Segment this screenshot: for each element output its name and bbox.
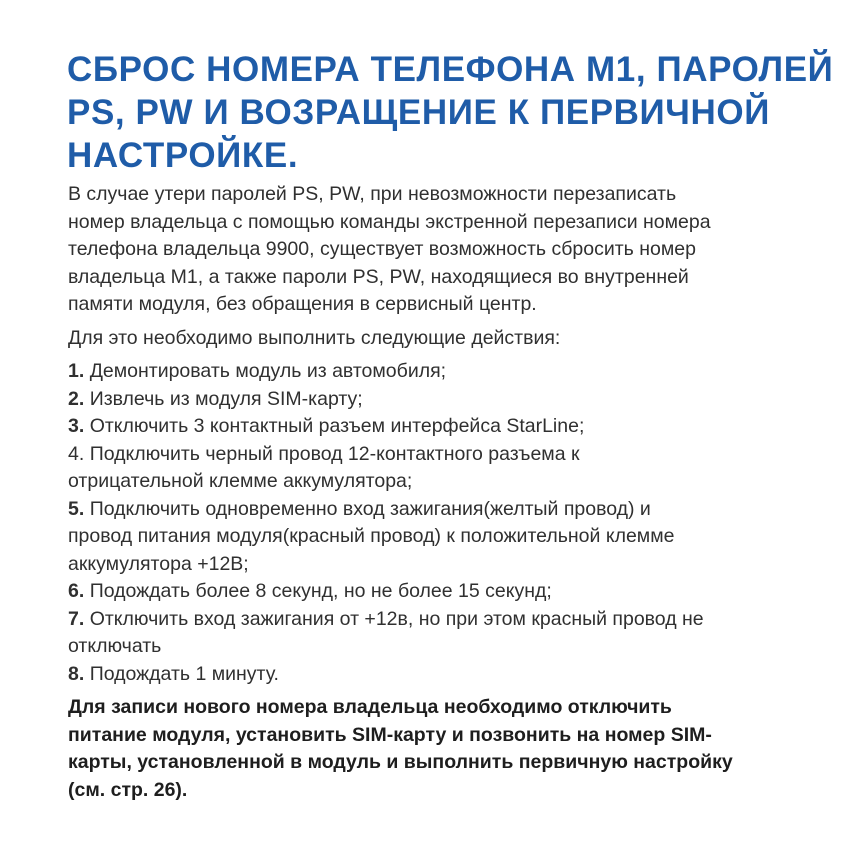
document-body [68,181,828,804]
step-number: 6. [68,580,85,602]
intro-line: телефона владельца 9900, существует возможность сбросить номер [68,238,696,260]
owner-number-note [68,694,828,804]
step-text: Демонтировать модуль из автомобиля; [89,360,447,382]
step-number: 2. [68,387,85,410]
step-text: Подождать более 8 секунд, но не более 15 секунд; [89,580,552,602]
step-number: 4. [68,442,85,465]
step-number: 8. [68,662,85,685]
step-item-8 [68,661,828,689]
steps-list [68,358,828,688]
step-item-4 [68,441,828,496]
intro-line: номер владельца с помощью команды экстренной перезаписи номера [68,210,711,233]
step-number: 5. [68,497,85,520]
step-text: отрицательной клемме аккумулятора; [68,470,413,492]
step-text: Подключить одновременно вход зажигания(желтый провод) и [89,497,651,520]
page-title [67,48,834,177]
step-text: отключать [68,635,162,657]
steps-lead: Для это необходимо выполнить следующие действия: [68,326,561,349]
step-text: провод питания модуля(красный провод) к положительной клемме [68,525,675,547]
step-text: Извлечь из модуля SIM-карту; [89,387,363,410]
step-number: 3. [68,415,85,437]
intro-paragraph [68,181,828,319]
step-number: 1. [68,360,85,382]
title-line: СБРОС НОМЕРА ТЕЛЕФОНА М1, ПАРОЛЕЙ [67,50,834,89]
note-line: питание модуля, установить SIM-карту и позвонить на номер SIM- [68,723,712,746]
step-text: аккумулятора +12В; [68,552,249,575]
intro-line: владельца М1, а также пароли PS, PW, находящиеся во внутренней [68,265,689,288]
step-item-2 [68,386,828,414]
note-line: Для записи нового номера владельца необходимо отключить [68,696,672,718]
step-item-3 [68,413,828,441]
step-item-7 [68,606,828,661]
intro-line: В случае утери паролей PS, PW, при невозможности перезаписать [68,183,677,205]
step-number: 7. [68,607,85,630]
step-item-1 [68,358,828,386]
step-text: Подождать 1 минуту. [89,662,279,685]
step-item-5 [68,496,828,579]
note-line: (см. стр. 26). [68,778,188,801]
step-text: Подключить черный провод 12-контактного разъема к [89,442,580,465]
title-line: НАСТРОЙКЕ. [67,136,299,175]
title-line: PS, PW И ВОЗРАЩЕНИЕ К ПЕРВИЧНОЙ [67,93,770,132]
step-item-6 [68,578,828,606]
intro-line: памяти модуля, без обращения в сервисный центр. [68,293,537,315]
step-text: Отключить 3 контактный разъем интерфейса StarLine; [89,415,585,437]
step-text: Отключить вход зажигания от +12в, но при этом красный провод не [89,607,704,630]
note-line: карты, установленной в модуль и выполнить первичную настройку [68,751,733,773]
